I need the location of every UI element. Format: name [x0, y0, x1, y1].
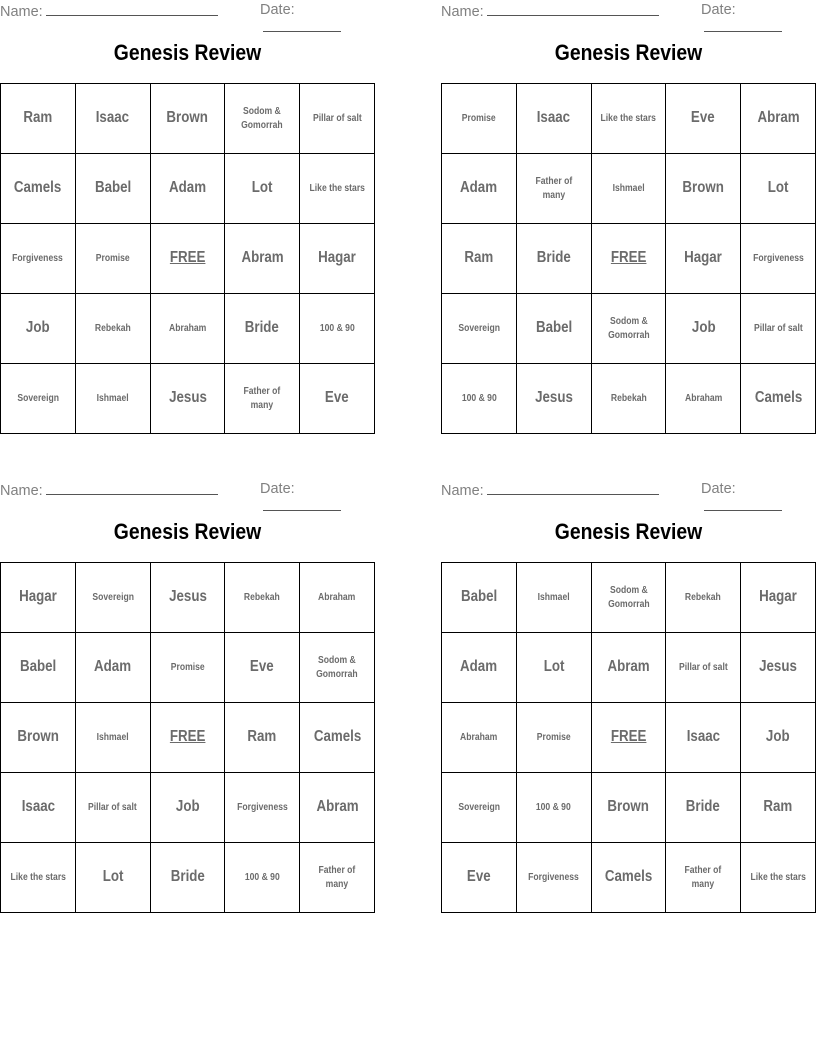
bingo-cell-text: Camels	[14, 179, 62, 197]
bingo-cell	[666, 84, 741, 154]
bingo-cell	[300, 154, 375, 224]
bingo-cell	[151, 773, 226, 843]
bingo-cell-text: Job	[766, 728, 790, 746]
bingo-grid	[0, 562, 375, 913]
bingo-cell-text: Adam	[168, 179, 207, 197]
card-title: Genesis Review	[554, 40, 703, 65]
bingo-cell-text: Ram	[247, 728, 277, 746]
bingo-cell	[741, 633, 816, 703]
card-title: Genesis Review	[113, 519, 262, 544]
bingo-cell-text: Brown	[17, 728, 59, 746]
bingo-cell-text: Babel	[94, 179, 131, 197]
bingo-cell	[76, 224, 151, 294]
bingo-cell	[76, 154, 151, 224]
bingo-cell	[151, 154, 226, 224]
date-label: Date:	[701, 481, 736, 497]
bingo-cell	[1, 364, 76, 434]
bingo-cell	[225, 633, 300, 703]
bingo-cell	[442, 154, 517, 224]
bingo-cell	[741, 773, 816, 843]
bingo-cell-text: Job	[26, 319, 50, 337]
date-field	[260, 2, 375, 36]
bingo-cell-text: FREE	[610, 249, 647, 267]
bingo-cell-text: Brown	[166, 109, 209, 127]
bingo-cell-text: Sodom & Gomorrah	[241, 106, 284, 131]
bingo-cell-text: Brown	[682, 179, 725, 197]
bingo-cell-text: Sodom & Gomorrah	[316, 655, 358, 680]
bingo-cell	[76, 703, 151, 773]
bingo-cell	[1, 294, 76, 364]
bingo-cell-text: Jesus	[759, 658, 797, 676]
bingo-cell	[300, 224, 375, 294]
name-field	[441, 481, 659, 499]
bingo-cell	[225, 843, 300, 913]
bingo-cell	[76, 633, 151, 703]
bingo-cell	[300, 773, 375, 843]
card-header	[0, 2, 375, 20]
name-blank-line	[487, 481, 659, 495]
bingo-cell-text: Adam	[460, 179, 498, 197]
bingo-cell-text: Abram	[756, 109, 800, 127]
bingo-cell	[300, 563, 375, 633]
bingo-cell-text: Ishmael	[612, 182, 645, 194]
bingo-cell-text: Like the stars	[309, 182, 365, 194]
bingo-cell	[741, 84, 816, 154]
bingo-cell-text: Jesus	[168, 389, 207, 407]
bingo-cell	[76, 294, 151, 364]
bingo-cell	[666, 154, 741, 224]
bingo-cell	[741, 294, 816, 364]
bingo-cell-text: 100 & 90	[319, 322, 355, 334]
bingo-cell-text: Job	[175, 798, 200, 816]
bingo-cell	[442, 294, 517, 364]
bingo-cell-text: Like the stars	[10, 871, 66, 883]
bingo-cell-text: Hagar	[684, 249, 723, 267]
name-label: Name:	[0, 483, 43, 499]
date-label: Date:	[260, 481, 295, 497]
bingo-cell-text: Father of many	[535, 176, 573, 201]
bingo-cell	[666, 773, 741, 843]
bingo-cell-text: Lot	[102, 868, 124, 886]
bingo-cell	[300, 84, 375, 154]
bingo-cell-text: Bride	[536, 249, 571, 267]
bingo-cell-text: Job	[691, 319, 716, 337]
bingo-cell	[300, 294, 375, 364]
bingo-cell-text: Ram	[464, 249, 494, 267]
bingo-cell-text: Abram	[241, 249, 284, 267]
bingo-cell-text: Abram	[607, 658, 650, 676]
bingo-cell	[592, 364, 667, 434]
date-label: Date:	[701, 2, 736, 18]
name-field	[441, 2, 659, 20]
bingo-cell	[1, 154, 76, 224]
bingo-cell	[517, 154, 592, 224]
free-space-cell	[151, 224, 226, 294]
bingo-cell-text: Ishmael	[96, 392, 129, 404]
bingo-cell	[442, 563, 517, 633]
bingo-cell	[300, 843, 375, 913]
bingo-cell-text: Babel	[535, 319, 572, 337]
bingo-cell-text: Rebekah	[244, 591, 281, 603]
card-title: Genesis Review	[113, 40, 262, 65]
name-blank-line	[487, 2, 659, 16]
bingo-cell	[592, 843, 667, 913]
bingo-cell-text: Camels	[754, 389, 802, 407]
bingo-cell-text: Rebekah	[610, 392, 647, 404]
bingo-cell-text: Jesus	[168, 588, 207, 606]
bingo-cell	[592, 294, 667, 364]
bingo-cell	[592, 633, 667, 703]
bingo-cell-text: 100 & 90	[461, 392, 497, 404]
bingo-cell	[1, 563, 76, 633]
name-label: Name:	[441, 4, 484, 20]
bingo-cell	[517, 224, 592, 294]
bingo-cell	[741, 224, 816, 294]
bingo-cell	[592, 563, 667, 633]
bingo-cell-text: Sovereign	[458, 801, 500, 813]
bingo-cell	[1, 84, 76, 154]
bingo-cell-text: Promise	[95, 252, 130, 264]
card-title: Genesis Review	[554, 519, 703, 544]
bingo-grid	[441, 562, 816, 913]
bingo-cell-text: Abraham	[460, 731, 498, 743]
bingo-cell-text: Sovereign	[91, 591, 134, 603]
bingo-cell-text: Pillar of salt	[88, 801, 138, 813]
bingo-cell	[442, 84, 517, 154]
bingo-cell-text: Pillar of salt	[312, 112, 362, 124]
bingo-cell-text: Like the stars	[600, 112, 657, 124]
bingo-cell-text: Ishmael	[96, 731, 129, 743]
bingo-cell-text: Adam	[460, 658, 498, 676]
bingo-cell-text: Forgiveness	[12, 252, 64, 264]
date-blank-line	[263, 497, 341, 511]
bingo-cell	[517, 773, 592, 843]
bingo-cell	[225, 364, 300, 434]
bingo-cell-text: Ishmael	[537, 591, 570, 603]
bingo-cell	[666, 703, 741, 773]
bingo-cell-text: Hagar	[759, 588, 797, 606]
bingo-cell	[517, 294, 592, 364]
bingo-cell	[225, 563, 300, 633]
bingo-cell-text: Camels	[313, 728, 361, 746]
bingo-cell	[76, 563, 151, 633]
bingo-cell	[666, 294, 741, 364]
bingo-cell-text: Bride	[170, 868, 205, 886]
bingo-cell-text: Pillar of salt	[678, 661, 728, 673]
bingo-cell-text: Promise	[170, 661, 205, 673]
bingo-cell	[517, 843, 592, 913]
bingo-cell	[442, 843, 517, 913]
bingo-cell-text: FREE	[610, 728, 647, 746]
bingo-grid	[0, 83, 375, 434]
bingo-cell	[76, 773, 151, 843]
bingo-cell	[151, 84, 226, 154]
bingo-cell-text: Forgiveness	[752, 252, 804, 264]
bingo-cell-text: Forgiveness	[528, 871, 580, 883]
bingo-cell-text: FREE	[169, 728, 206, 746]
bingo-cell	[741, 703, 816, 773]
bingo-cell-text: Promise	[461, 112, 496, 124]
bingo-cell	[225, 224, 300, 294]
bingo-cell	[76, 364, 151, 434]
bingo-cell-text: 100 & 90	[536, 801, 572, 813]
bingo-cell	[300, 364, 375, 434]
bingo-cell-text: Babel	[460, 588, 498, 606]
bingo-cell-text: 100 & 90	[244, 871, 280, 883]
bingo-cell	[517, 364, 592, 434]
bingo-cell	[300, 703, 375, 773]
free-space-cell	[592, 224, 667, 294]
bingo-cell-text: Hagar	[18, 588, 57, 606]
bingo-cell	[592, 773, 667, 843]
name-label: Name:	[0, 4, 43, 20]
bingo-cell	[442, 773, 517, 843]
bingo-cell	[151, 294, 226, 364]
bingo-cell	[666, 633, 741, 703]
bingo-cell	[151, 563, 226, 633]
bingo-cell-text: Adam	[94, 658, 132, 676]
bingo-cell-text: Eve	[250, 658, 275, 676]
bingo-cell	[666, 563, 741, 633]
free-space-cell	[151, 703, 226, 773]
bingo-cell	[517, 633, 592, 703]
bingo-cell	[517, 563, 592, 633]
bingo-cell-text: Eve	[691, 109, 716, 127]
bingo-cell	[151, 364, 226, 434]
bingo-cell	[666, 364, 741, 434]
bingo-cell-text: Isaac	[96, 109, 130, 127]
bingo-cell-text: Brown	[607, 798, 650, 816]
bingo-cell-text: Bride	[245, 319, 280, 337]
bingo-cell-text: Father of many	[243, 386, 281, 411]
bingo-grid	[441, 83, 816, 434]
date-field	[701, 481, 816, 515]
bingo-cell-text: Abraham	[168, 322, 207, 334]
bingo-cell-text: Father of many	[684, 865, 722, 890]
bingo-cell	[666, 843, 741, 913]
bingo-cell	[666, 224, 741, 294]
name-field	[0, 481, 218, 499]
bingo-cell	[1, 224, 76, 294]
bingo-cell-text: Isaac	[21, 798, 55, 816]
bingo-cell-text: Sovereign	[17, 392, 59, 404]
bingo-cell-text: Father of many	[318, 865, 356, 890]
bingo-cell	[1, 773, 76, 843]
bingo-cell-text: Isaac	[686, 728, 720, 746]
bingo-cell	[442, 224, 517, 294]
bingo-cell-text: Hagar	[318, 249, 356, 267]
bingo-cell-text: Lot	[767, 179, 789, 197]
name-field	[0, 2, 218, 20]
bingo-cell-text: Bride	[686, 798, 721, 816]
date-blank-line	[704, 497, 782, 511]
bingo-cell-text: Rebekah	[685, 591, 722, 603]
bingo-cell	[300, 633, 375, 703]
bingo-cell-text: Rebekah	[94, 322, 131, 334]
bingo-cell	[1, 843, 76, 913]
bingo-cell-text: Ram	[23, 109, 53, 127]
bingo-cell-text: Abraham	[318, 591, 356, 603]
card-header	[0, 481, 375, 499]
bingo-cell	[225, 773, 300, 843]
bingo-cell	[741, 843, 816, 913]
bingo-cell	[1, 633, 76, 703]
bingo-cell	[741, 364, 816, 434]
bingo-cell	[592, 84, 667, 154]
bingo-cell	[1, 703, 76, 773]
bingo-cell	[517, 703, 592, 773]
bingo-cell-text: Babel	[19, 658, 57, 676]
bingo-cell	[225, 703, 300, 773]
bingo-cell-text: Pillar of salt	[753, 322, 803, 334]
bingo-cell-text: Sodom & Gomorrah	[607, 585, 650, 610]
bingo-cell-text: Eve	[325, 389, 349, 407]
name-label: Name:	[441, 483, 484, 499]
bingo-cell-text: FREE	[169, 249, 206, 267]
card-header	[441, 2, 816, 20]
bingo-cell	[76, 843, 151, 913]
bingo-cell	[225, 294, 300, 364]
bingo-cell-text: Promise	[536, 731, 571, 743]
bingo-cell	[741, 563, 816, 633]
date-field	[701, 2, 816, 36]
date-label: Date:	[260, 2, 295, 18]
bingo-cell-text: Jesus	[534, 389, 573, 407]
bingo-cell-text: Abraham	[684, 392, 722, 404]
bingo-cell	[741, 154, 816, 224]
bingo-cell-text: Forgiveness	[236, 801, 288, 813]
bingo-cell-text: Like the stars	[750, 871, 806, 883]
bingo-cell-text: Eve	[467, 868, 491, 886]
bingo-cell-text: Abram	[315, 798, 359, 816]
bingo-cell-text: Ram	[763, 798, 793, 816]
name-blank-line	[46, 2, 218, 16]
bingo-cell-text: Sovereign	[458, 322, 500, 334]
bingo-cell	[517, 84, 592, 154]
date-blank-line	[704, 18, 782, 32]
bingo-cell	[151, 633, 226, 703]
bingo-cell-text: Camels	[604, 868, 653, 886]
date-blank-line	[263, 18, 341, 32]
bingo-cell	[442, 703, 517, 773]
bingo-cell	[442, 364, 517, 434]
bingo-cell	[225, 84, 300, 154]
free-space-cell	[592, 703, 667, 773]
bingo-cell-text: Sodom & Gomorrah	[607, 316, 650, 341]
card-header	[441, 481, 816, 499]
bingo-cell	[592, 154, 667, 224]
bingo-cell	[442, 633, 517, 703]
bingo-cell	[76, 84, 151, 154]
bingo-cell-text: Lot	[543, 658, 565, 676]
name-blank-line	[46, 481, 218, 495]
bingo-cell-text: Isaac	[537, 109, 571, 127]
bingo-cell-text: Lot	[251, 179, 273, 197]
bingo-cell	[151, 843, 226, 913]
date-field	[260, 481, 375, 515]
bingo-cell	[225, 154, 300, 224]
